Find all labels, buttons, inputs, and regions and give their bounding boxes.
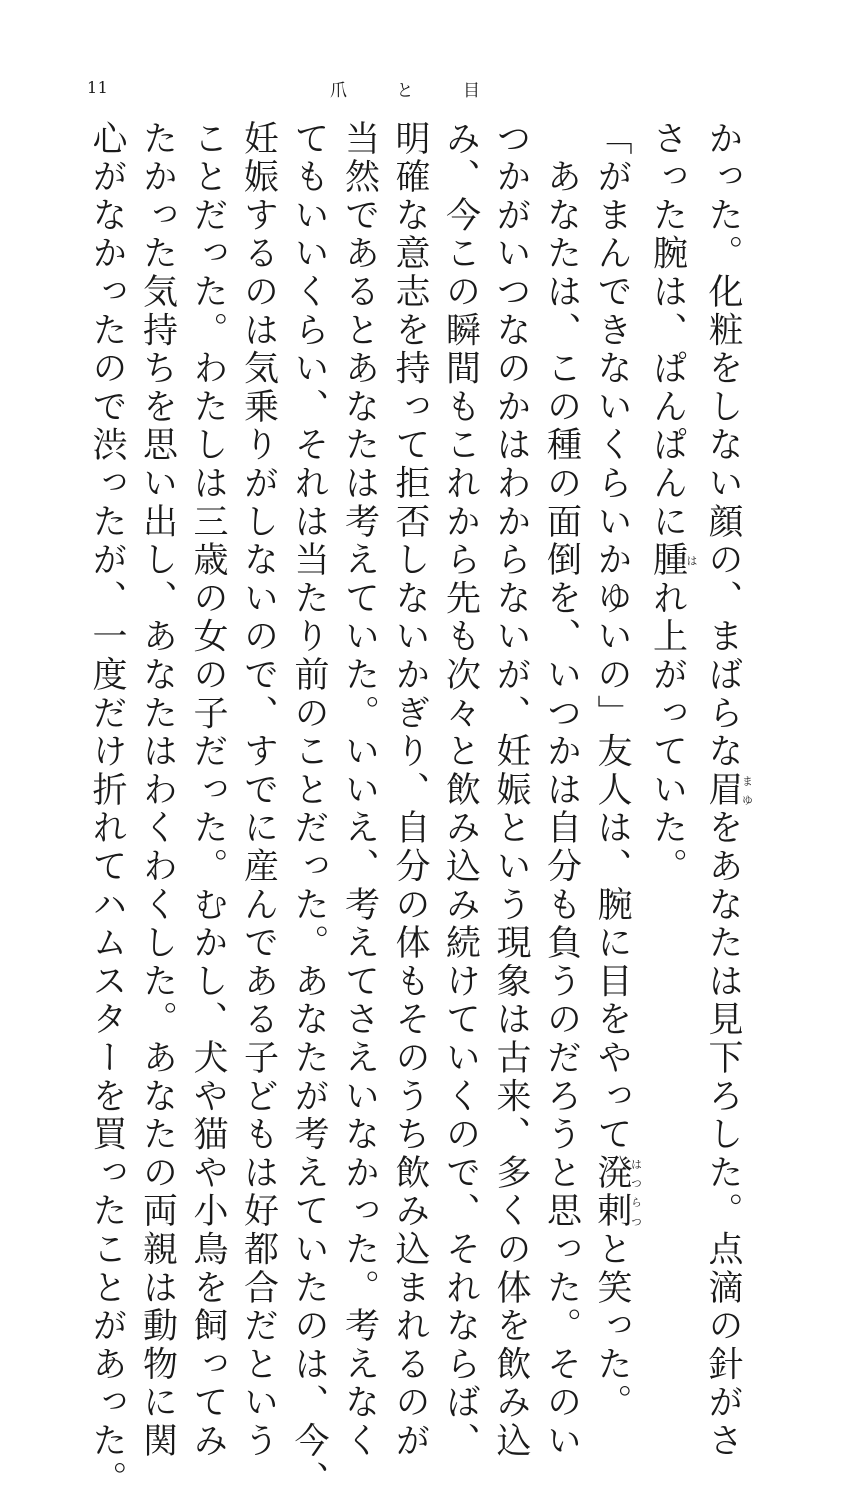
ruby-word: 眉まゆ <box>703 771 754 810</box>
text-segment: れ上がっていた。 <box>647 579 688 887</box>
text-segment: 当然であるとあなたは考えていた。いいえ、考えてさえいなかった。考えなく <box>339 120 380 1461</box>
text-segment: 妊娠するのは気乗りがしないので、すでに産んである子どもは好都合だという <box>238 120 279 1461</box>
running-title <box>330 76 480 101</box>
ruby-word: 溌剌はつらつ <box>592 1154 643 1231</box>
text-segment: 心がなかったので渋ったが、一度だけ折れてハムスターを買ったことがあった。 <box>87 120 127 1499</box>
furigana: はつらつ <box>629 1154 643 1231</box>
text-line <box>642 120 698 1080</box>
text-line <box>698 120 754 1461</box>
text-segment: あなたは、この種の面倒を、いつかは自分も負うのだろうと思った。そのい <box>541 120 582 1461</box>
text-line <box>587 120 643 1423</box>
text-line <box>284 120 335 1499</box>
text-line <box>385 120 436 1461</box>
running-title-char: と <box>396 81 414 101</box>
text-line <box>82 120 133 1499</box>
text-segment: かった。化粧をしない顔の、まばらな <box>703 120 743 772</box>
body-text <box>82 120 754 1499</box>
text-line <box>183 120 234 1461</box>
text-segment: をあなたは見下ろした。点滴の針がさ <box>703 809 743 1461</box>
text-line <box>132 120 183 1461</box>
page-number: 11 <box>87 78 109 97</box>
text-line <box>486 120 537 1461</box>
furigana: まゆ <box>740 771 754 810</box>
text-segment: さった腕は、ぱんぱんに <box>647 120 688 542</box>
running-title-char: 目 <box>463 81 480 101</box>
text-segment: てもいいくらい、それは当たり前のことだった。あなたが考えていたのは、今、 <box>289 120 329 1499</box>
text-segment: と笑った。 <box>592 1230 632 1423</box>
text-segment: 明確な意志を持って拒否しないかぎり、自分の体もそのうち飲み込まれるのが <box>390 120 430 1461</box>
text-line <box>233 120 284 1461</box>
text-line <box>536 120 587 1461</box>
furigana: は <box>685 541 698 580</box>
text-segment: み、今この瞬間もこれから先も次々と飲み込み続けていくので、それならば、 <box>440 120 481 1461</box>
page-header <box>0 78 841 104</box>
text-line <box>435 120 486 1461</box>
text-segment: たかった気持ちを思い出し、あなたはわくわくした。あなたの両親は動物に関 <box>137 120 178 1461</box>
text-segment: ことだった。わたしは三歳の女の子だった。むかし、犬や猫や小鳥を飼ってみ <box>188 120 228 1461</box>
text-segment: 「がまんできないくらいかゆいの」友人は、腕に目をやって <box>592 120 632 1155</box>
ruby-word: 腫は <box>647 541 698 580</box>
text-segment: つかがいつなのかはわからないが、妊娠という現象は古来、多くの体を飲み込 <box>491 120 531 1461</box>
text-line <box>334 120 385 1461</box>
running-title-char: 爪 <box>330 81 347 101</box>
